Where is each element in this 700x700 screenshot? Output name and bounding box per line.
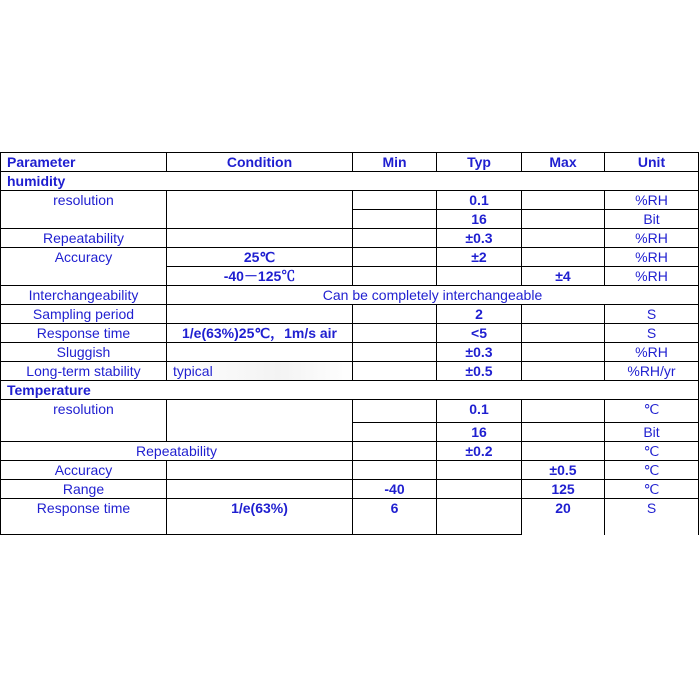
param-repeatability: Repeatability (1, 229, 167, 248)
param-accuracy: Accuracy (1, 461, 167, 480)
param-response-time: Response time (1, 324, 167, 343)
min-empty (353, 442, 437, 461)
table-row (1, 305, 699, 324)
unit-value: %RH (605, 343, 699, 362)
min-empty (353, 191, 437, 210)
cond-value: typical (167, 362, 353, 381)
unit-value: Bit (605, 210, 699, 229)
param-interchangeability: Interchangeability (1, 286, 167, 305)
typ-value: 16 (437, 423, 522, 442)
table-row (1, 191, 699, 210)
typ-value: ±0.2 (437, 442, 522, 461)
unit-value: S (605, 499, 699, 535)
unit-value: S (605, 305, 699, 324)
header-unit: Unit (605, 153, 699, 172)
unit-value: %RH/yr (605, 362, 699, 381)
param-sluggish: Sluggish (1, 343, 167, 362)
unit-value: %RH (605, 229, 699, 248)
min-value: -40 (353, 480, 437, 499)
param-range: Range (1, 480, 167, 499)
min-empty (353, 343, 437, 362)
min-empty (353, 324, 437, 343)
min-empty (353, 248, 437, 267)
unit-value: %RH (605, 248, 699, 267)
typ-empty (437, 480, 522, 499)
header-typ: Typ (437, 153, 522, 172)
table-row (1, 480, 699, 499)
unit-value: ℃ (605, 480, 699, 499)
spec-table (0, 152, 699, 535)
max-empty (522, 343, 605, 362)
typ-value: ±0.5 (437, 362, 522, 381)
section-row-humidity (1, 172, 699, 191)
min-empty (353, 210, 437, 229)
typ-value: 0.1 (437, 400, 522, 423)
typ-value: 0.1 (437, 191, 522, 210)
cond-empty (167, 191, 353, 229)
cond-empty (167, 480, 353, 499)
unit-value: %RH (605, 191, 699, 210)
param-long-term-stability: Long-term stability (1, 362, 167, 381)
table-row (1, 343, 699, 362)
min-empty (353, 461, 437, 480)
max-empty (522, 191, 605, 210)
cond-value: 1/e(63%) (167, 499, 353, 535)
min-empty (353, 400, 437, 423)
max-empty (522, 229, 605, 248)
typ-value: 2 (437, 305, 522, 324)
typ-value: <5 (437, 324, 522, 343)
cond-empty (167, 229, 353, 248)
table-row (1, 324, 699, 343)
max-value: 20 (522, 499, 605, 535)
cond-empty (167, 305, 353, 324)
table-row (1, 248, 699, 267)
min-empty (353, 423, 437, 442)
table-row (1, 499, 699, 535)
typ-value: ±2 (437, 248, 522, 267)
table-row (1, 362, 699, 381)
param-resolution: resolution (1, 191, 167, 229)
max-empty (522, 442, 605, 461)
header-condition: Condition (167, 153, 353, 172)
unit-value: ℃ (605, 442, 699, 461)
typ-value: ±0.3 (437, 343, 522, 362)
param-repeatability: Repeatability (1, 442, 353, 461)
table-row (1, 229, 699, 248)
typ-value: ±0.3 (437, 229, 522, 248)
max-empty (522, 248, 605, 267)
max-empty (522, 210, 605, 229)
typ-empty (437, 461, 522, 480)
section-humidity: humidity (1, 172, 699, 191)
unit-value: ℃ (605, 461, 699, 480)
max-value: 125 (522, 480, 605, 499)
param-resolution: resolution (1, 400, 167, 442)
table-row (1, 286, 699, 305)
unit-value: S (605, 324, 699, 343)
cond-value: 25℃ (167, 248, 353, 267)
min-empty (353, 229, 437, 248)
max-value: ±4 (522, 267, 605, 286)
max-empty (522, 362, 605, 381)
param-response-time: Response time (1, 499, 167, 535)
max-value: ±0.5 (522, 461, 605, 480)
header-row (1, 153, 699, 172)
param-accuracy: Accuracy (1, 248, 167, 286)
unit-value: Bit (605, 423, 699, 442)
cond-value: -40－125℃ (167, 267, 353, 286)
max-empty (522, 324, 605, 343)
min-empty (353, 305, 437, 324)
table-row (1, 461, 699, 480)
interchangeability-text: Can be completely interchangeable (167, 286, 699, 305)
cond-empty (167, 400, 353, 442)
section-temperature: Temperature (1, 381, 699, 400)
typ-empty (437, 499, 522, 535)
unit-value: %RH (605, 267, 699, 286)
max-empty (522, 423, 605, 442)
max-empty (522, 305, 605, 324)
table-row (1, 400, 699, 423)
param-sampling-period: Sampling period (1, 305, 167, 324)
header-parameter: Parameter (1, 153, 167, 172)
max-empty (522, 400, 605, 423)
unit-value: ℃ (605, 400, 699, 423)
min-empty (353, 267, 437, 286)
table-row (1, 442, 699, 461)
cond-empty (167, 343, 353, 362)
section-row-temperature (1, 381, 699, 400)
header-max: Max (522, 153, 605, 172)
header-min: Min (353, 153, 437, 172)
typ-empty (437, 267, 522, 286)
cond-value: 1/e(63%)25℃，1m/s air (167, 324, 353, 343)
cond-empty (167, 461, 353, 480)
min-empty (353, 362, 437, 381)
typ-value: 16 (437, 210, 522, 229)
min-value: 6 (353, 499, 437, 535)
